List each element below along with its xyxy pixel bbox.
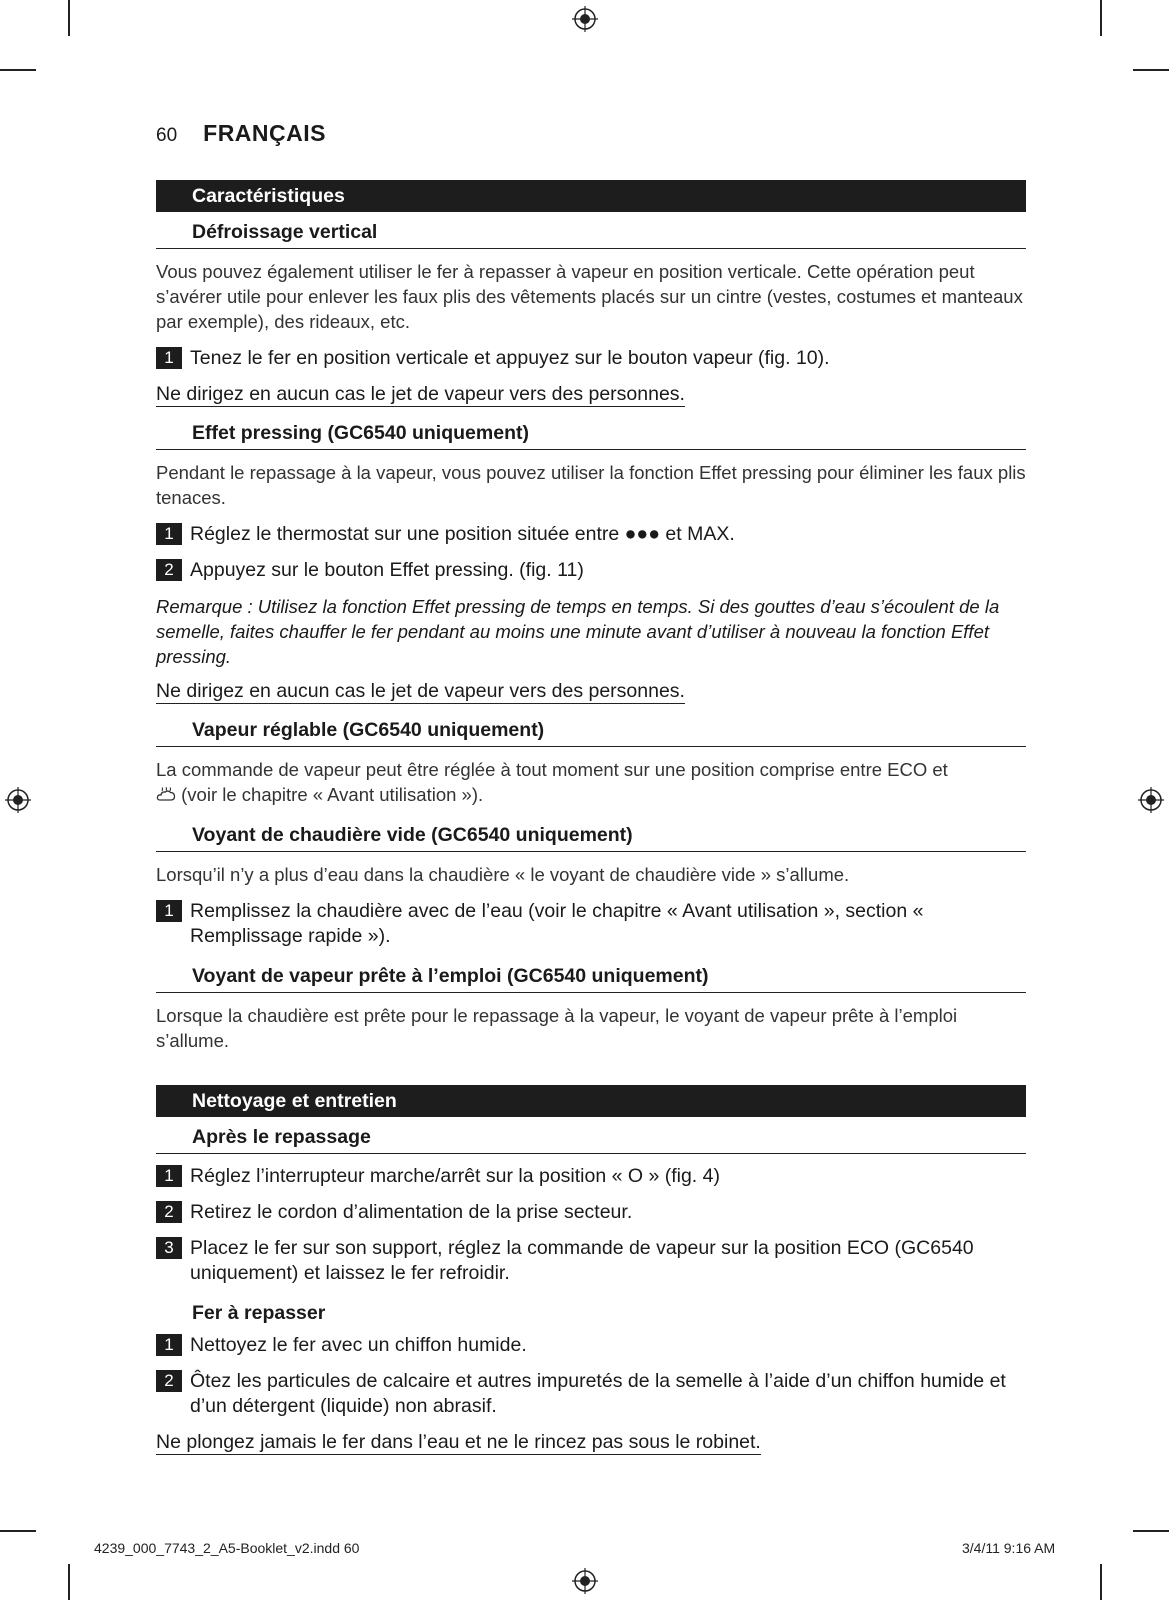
- footer-date: 3/4/11 9:16 AM: [962, 1540, 1056, 1556]
- step-text: Appuyez sur le bouton Effet pressing. (fig. 11): [190, 559, 584, 581]
- language-title: FRANÇAIS: [203, 120, 326, 146]
- paragraph-line: La commande de vapeur peut être réglée à tout moment sur une position comprise entre ECO et: [156, 759, 948, 780]
- step-number: 2: [156, 1370, 182, 1392]
- step-text: Réglez le thermostat sur une position située entre ●●● et MAX.: [190, 523, 735, 545]
- step-text: Remplissez la chaudière avec de l’eau (voir le chapitre « Avant utilisation », section « Remplissage rapide »).: [190, 900, 924, 947]
- registration-mark-icon: [1138, 787, 1164, 813]
- warning-text: Ne dirigez en aucun cas le jet de vapeur vers des personnes.: [156, 680, 685, 702]
- steam-cloud-icon: [156, 787, 176, 803]
- subsection-title: Effet pressing (GC6540 uniquement): [156, 417, 1026, 450]
- paragraph: [156, 757, 1026, 807]
- subsection-title: Défroissage vertical: [156, 216, 1026, 249]
- section-title-cleaning: Nettoyage et entretien: [156, 1085, 1026, 1117]
- step-number: 1: [156, 523, 182, 545]
- step-number: 1: [156, 1334, 182, 1356]
- registration-mark-icon: [5, 787, 31, 813]
- crop-mark: [0, 1530, 36, 1532]
- step-text: Placez le fer sur son support, réglez la commande de vapeur sur la position ECO (GC6540 uniquement) et laissez le fer refroidir.: [190, 1237, 974, 1284]
- paragraph: Lorsque la chaudière est prête pour le repassage à la vapeur, le voyant de vapeur prête à l’emploi s’allume.: [156, 1005, 958, 1051]
- paragraph: Vous pouvez également utiliser le fer à repasser à vapeur en position verticale. Cette opération peut s’avérer utile pour enlever les faux plis des vêtements placés sur un cintre (vestes, costumes et manteaux par exemple), des rideaux, etc.: [156, 261, 1023, 332]
- step-number: 1: [156, 1165, 182, 1187]
- step-text: Retirez le cordon d’alimentation de la prise secteur.: [190, 1201, 633, 1223]
- step-number: 1: [156, 900, 182, 922]
- step-text: Tenez le fer en position verticale et appuyez sur le bouton vapeur (fig. 10).: [190, 347, 830, 369]
- list-item: [156, 1333, 1026, 1358]
- paragraph: Pendant le repassage à la vapeur, vous pouvez utiliser la fonction Effet pressing pour éliminer les faux plis tenaces.: [156, 462, 1026, 508]
- step-text: Réglez l’interrupteur marche/arrêt sur la position « O » (fig. 4): [190, 1165, 720, 1187]
- crop-mark: [1100, 0, 1102, 36]
- list-item: [156, 1164, 1026, 1189]
- subsection-title: Vapeur réglable (GC6540 uniquement): [156, 714, 1026, 747]
- list-item: [156, 1236, 1026, 1286]
- crop-mark: [0, 69, 36, 71]
- subsection-title: Voyant de chaudière vide (GC6540 uniquement): [156, 819, 1026, 852]
- crop-mark: [1100, 1564, 1102, 1600]
- footer-file-info: 4239_000_7743_2_A5-Booklet_v2.indd 60: [94, 1540, 360, 1556]
- paragraph: Lorsqu’il n’y a plus d’eau dans la chaudière « le voyant de chaudière vide » s’allume.: [156, 864, 850, 885]
- subsection-title: Fer à repasser: [192, 1302, 326, 1324]
- warning-text: Ne dirigez en aucun cas le jet de vapeur vers des personnes.: [156, 383, 685, 405]
- page-header: [156, 120, 326, 147]
- page-content: [156, 180, 1026, 1465]
- list-item: [156, 558, 1026, 583]
- list-item: [156, 1200, 1026, 1225]
- list-item: [156, 346, 1026, 371]
- subsection-title: Après le repassage: [156, 1121, 1026, 1154]
- crop-mark: [68, 1564, 70, 1600]
- list-item: [156, 522, 1026, 547]
- registration-mark-icon: [572, 6, 598, 32]
- step-number: 2: [156, 1201, 182, 1223]
- section-title-features: Caractéristiques: [156, 180, 1026, 212]
- step-number: 1: [156, 347, 182, 369]
- crop-mark: [1133, 1530, 1169, 1532]
- registration-mark-icon: [572, 1568, 598, 1594]
- step-number: 3: [156, 1237, 182, 1259]
- warning: [156, 679, 1026, 704]
- list-item: [156, 899, 1026, 949]
- subsection-title: Voyant de vapeur prête à l’emploi (GC6540 uniquement): [156, 960, 1026, 993]
- note: Remarque : Utilisez la fonction Effet pressing de temps en temps. Si des gouttes d’eau s’écoulent de la semelle, faites chauffer le fer pendant au moins une minute avant d’utiliser à nouveau la fonction Effet pressing.: [156, 596, 1000, 667]
- list-item: [156, 1369, 1026, 1419]
- crop-mark: [68, 0, 70, 36]
- step-text: Ôtez les particules de calcaire et autres impuretés de la semelle à l’aide d’un chiffon humide et d’un détergent (liquide) non abrasif.: [190, 1370, 1006, 1417]
- warning-text: Ne plongez jamais le fer dans l’eau et ne le rincez pas sous le robinet.: [156, 1431, 761, 1453]
- page-number: 60: [156, 125, 178, 146]
- step-text: Nettoyez le fer avec un chiffon humide.: [190, 1334, 527, 1356]
- warning: [156, 382, 1026, 407]
- step-number: 2: [156, 559, 182, 581]
- warning: [156, 1430, 1026, 1455]
- paragraph-line: (voir le chapitre « Avant utilisation »).: [181, 784, 484, 805]
- crop-mark: [1133, 69, 1169, 71]
